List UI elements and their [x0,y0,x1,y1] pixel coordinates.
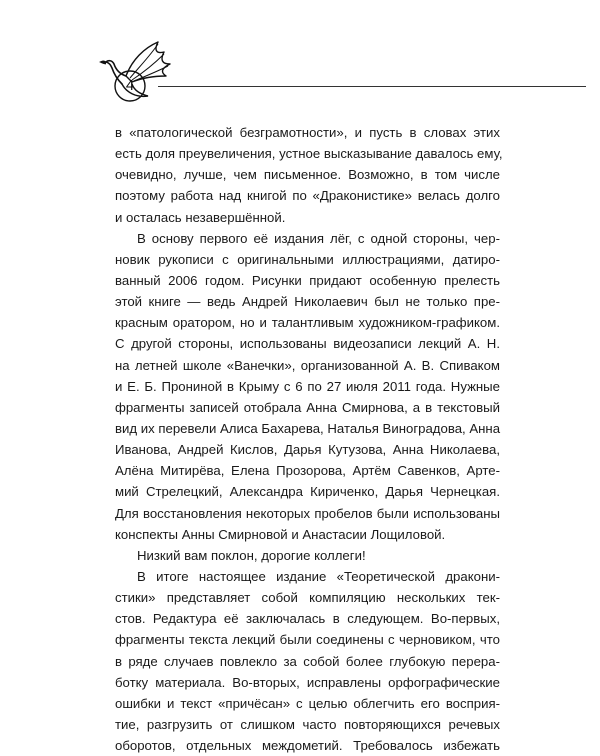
text-line: в «патологической безграмотности», и пусть в словах этих [115,125,500,140]
text-line: Низкий вам поклон, дорогие коллеги! [137,547,366,563]
page-number: 4 [125,77,135,94]
text-line: В основу первого её издания лёг, с одной стороны, чер- [137,230,500,246]
text-line: и Е. Б. Прониной в Крыму с 6 по 27 июля 2011 года. Нужные [115,378,500,394]
text-line: В итоге настоящее издание «Теоретической дракони- [137,568,500,584]
header-rule [158,86,586,87]
text-line: Для восстановления некоторых пробелов были использованы [115,505,500,521]
text-line: и осталась незавершённой. [115,209,286,225]
text-line: есть доля преувеличения, устное высказывание давалось ему, [115,146,503,162]
text-line: С другой стороны, использованы видеозаписи лекций А. Н. [115,336,500,352]
body-text [115,122,503,756]
text-line: поэтому работа над книгой по «Драконистике» велась долго [115,188,500,204]
text-line: Иванова, Андрей Кислов, Дарья Кутузова, Анна Николаева, [115,442,500,458]
text-line: ванный 2006 годом. Рисунки придают особенную прелесть [115,272,500,288]
text-line: ошибки и текст «причёсан» с целью облегчить его восприя- [115,695,500,711]
text-line: стов. Редактура её заключалась в следующем. Во-первых, [115,611,500,627]
text-line: оборотов, отдельных междометий. Требовалось избежать [115,738,500,754]
text-line: новик рукописи с оригинальными иллюстрациями, датиро- [115,251,500,267]
text-line: тие, разгрузить от слишком часто повторяющихся речевых [115,716,500,732]
text-line: на летней школе «Ванечки», организованной А. В. Спиваком [115,357,500,373]
text-line: фрагменты записей отобрала Анна Смирнова, а в текстовый [115,399,500,415]
text-line: этой книге — ведь Андрей Николаевич был не только пре- [115,294,500,310]
text-line: вид их перевели Алиса Бахарева, Наталья Виноградова, Анна [115,420,501,436]
text-line: мий Стрелецкий, Александра Кириченко, Дарья Чернецкая. [115,484,500,500]
text-line: фрагменты текста лекций были соединены с черновиком, что [115,632,500,648]
page-header [96,38,496,108]
dragon-icon [96,38,196,108]
text-line: Алёна Митирёва, Елена Прозорова, Артём Савенков, Арте- [115,463,500,479]
text-line: в ряде случаев повлекло за собой более глубокую перера- [115,653,500,669]
text-line: конспекты Анны Смирновой и Анастасии Лощиловой. [115,526,446,542]
text-line: ботку материала. Во-вторых, исправлены орфографические [115,674,500,690]
text-line: красным оратором, но и талантливым художником-графиком. [115,315,500,331]
text-line: очевидно, лучше, чем письменное. Возможно, в том числе [115,167,500,183]
text-line: стики» представляет собой компиляцию нескольких тек- [115,590,500,606]
